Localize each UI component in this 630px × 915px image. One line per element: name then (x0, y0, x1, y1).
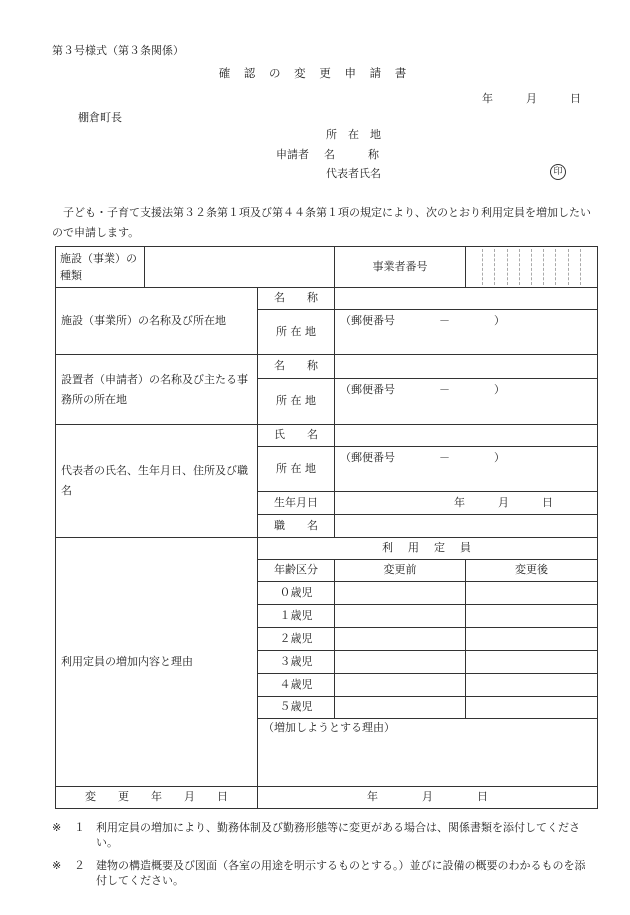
facility-location-value[interactable] (335, 310, 598, 355)
business-number-cells[interactable] (466, 247, 598, 288)
facility-name-label: 名 称 (258, 288, 335, 310)
founder-postal: （郵便番号 － ） (340, 383, 505, 396)
age-row-label: ２歳児 (258, 628, 335, 651)
rep-postal: （郵便番号 － ） (340, 451, 505, 464)
rep-label: 代表者の氏名、生年月日、住所及び職名 (56, 425, 258, 538)
application-date (482, 92, 581, 107)
note-number: ２ (74, 859, 85, 872)
document-title: 確 認 の 変 更 申 請 書 (218, 66, 412, 80)
note-text: 利用定員の増加により、勤務体制及び勤務形態等に変更がある場合は、関係書類を添付してください。 (96, 821, 580, 849)
application-table (55, 246, 598, 809)
applicant-name-row (270, 148, 379, 163)
facility-type-value[interactable] (145, 247, 335, 288)
rep-position-label: 職 名 (258, 515, 335, 538)
rep-name-value[interactable] (335, 425, 598, 447)
applicant-rep-label: 代表者氏名 (326, 167, 381, 180)
facility-name-value[interactable] (335, 288, 598, 310)
rep-birthdate-value[interactable]: 年 月 日 (335, 492, 598, 515)
facility-type-label: 施設（事業）の種類 (56, 247, 145, 288)
applicant-name-label: 名 称 (324, 148, 379, 161)
founder-location-label: 所 在 地 (258, 379, 335, 425)
age-header: 年齢区分 (258, 560, 335, 582)
applicant-prefix: 申請者 (276, 148, 309, 161)
before-header: 変更前 (335, 560, 466, 582)
age-row-label: ４歳児 (258, 674, 335, 697)
age-row-label: １歳児 (258, 605, 335, 628)
change-date-value[interactable]: 年 月 日 (258, 787, 598, 809)
notes (52, 820, 592, 896)
note-item (52, 858, 592, 888)
age-4-before[interactable] (335, 674, 466, 697)
age-5-before[interactable] (335, 697, 466, 719)
age-2-after[interactable] (466, 628, 598, 651)
age-3-before[interactable] (335, 651, 466, 674)
age-row-label: ０歳児 (258, 582, 335, 605)
reason-field[interactable] (258, 719, 598, 787)
capacity-header: 利 用 定 員 (258, 538, 598, 560)
date-month: 月 (526, 92, 537, 105)
note-number: １ (74, 821, 85, 834)
business-number-label: 事業者番号 (335, 247, 466, 288)
founder-location-value[interactable] (335, 379, 598, 425)
age-0-after[interactable] (466, 582, 598, 605)
rep-address-value[interactable] (335, 447, 598, 492)
age-row-label: ３歳児 (258, 651, 335, 674)
after-header: 変更後 (466, 560, 598, 582)
applicant-address-label: 所 在 地 (326, 128, 381, 141)
change-date-label: 変 更 年 月 日 (56, 787, 258, 809)
age-3-after[interactable] (466, 651, 598, 674)
rep-position-value[interactable] (335, 515, 598, 538)
facility-postal: （郵便番号 － ） (340, 314, 505, 327)
capacity-label: 利用定員の増加内容と理由 (56, 538, 258, 787)
rep-birthdate-label: 生年月日 (258, 492, 335, 515)
founder-name-value[interactable] (335, 355, 598, 379)
rep-address-label: 所 在 地 (258, 447, 335, 492)
note-text: 建物の構造概要及び図面（各室の用途を明示するものとする。）並びに設備の概要のわかるものを添付してください。 (96, 859, 586, 887)
age-5-after[interactable] (466, 697, 598, 719)
age-row-label: ５歳児 (258, 697, 335, 719)
form-number: 第３号様式（第３条関係） (52, 44, 184, 57)
date-day: 日 (570, 92, 581, 105)
facility-label: 施設（事業所）の名称及び所在地 (56, 288, 258, 355)
note-item (52, 820, 592, 850)
age-0-before[interactable] (335, 582, 466, 605)
note-mark: ※ (52, 821, 62, 834)
rep-name-label: 氏 名 (258, 425, 335, 447)
reason-label: （増加しようとする理由） (263, 721, 395, 734)
applicant-address-row (270, 128, 381, 143)
age-1-before[interactable] (335, 605, 466, 628)
age-4-after[interactable] (466, 674, 598, 697)
facility-location-label: 所 在 地 (258, 310, 335, 355)
date-year: 年 (482, 92, 493, 105)
note-mark: ※ (52, 859, 62, 872)
age-2-before[interactable] (335, 628, 466, 651)
founder-name-label: 名 称 (258, 355, 335, 379)
seal-mark: 印 (550, 164, 566, 180)
age-1-after[interactable] (466, 605, 598, 628)
intro-paragraph: 子ども・子育て支援法第３２条第１項及び第４４条第１項の規定により、次のとおり利用定員を増加したいので申請します。 (52, 206, 591, 239)
applicant-rep-row (270, 167, 381, 182)
founder-label: 設置者（申請者）の名称及び主たる事務所の所在地 (56, 355, 258, 425)
addressee: 棚倉町長 (78, 111, 122, 124)
